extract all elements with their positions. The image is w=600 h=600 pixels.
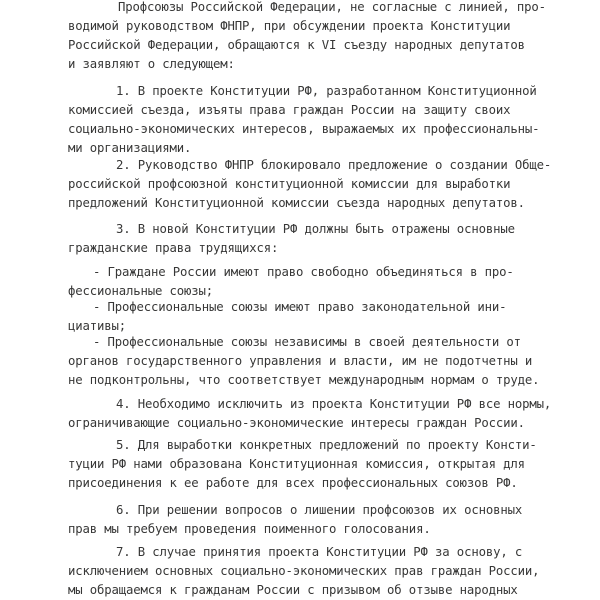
paragraph-3 bbox=[0, 219, 600, 257]
text-line: Российской Федерации, обращаются к VI съезду народных депутатов bbox=[68, 37, 525, 52]
text-line: - Граждане России имеют право свободно объединяться в про- bbox=[93, 264, 514, 279]
text-line: - Профессиональные союзы независимы в своей деятельности от bbox=[93, 334, 521, 349]
text-line: органов государственного управления и власти, им не подотчетны и bbox=[68, 353, 533, 368]
text-line: и заявляют о следующем: bbox=[68, 56, 235, 71]
paragraph-6 bbox=[0, 500, 600, 538]
text-line: 5. Для выработки конкретных предложений по проекту Консти- bbox=[116, 437, 537, 452]
bullet-1 bbox=[0, 262, 600, 300]
text-line: фессиональные союзы; bbox=[68, 283, 214, 298]
text-line: исключением основных социально-экономических прав граждан России, bbox=[68, 563, 540, 578]
text-line: мы обращаемся к гражданам России с призывом об отзыве народных bbox=[68, 582, 518, 597]
text-line: предложений Конституционной комиссии съезда народных депутатов. bbox=[68, 195, 525, 210]
text-line: российской профсоюзной конституционной комиссии для выработки bbox=[68, 176, 511, 191]
text-line: социально-экономических интересов, выражаемых их профессиональны- bbox=[68, 121, 540, 136]
text-line: 6. При решении вопросов о лишении профсоюзов их основных bbox=[116, 502, 523, 517]
text-line: циативы; bbox=[68, 318, 127, 333]
paragraph-1 bbox=[0, 81, 600, 157]
text-line: комиссией съезда, изъяты права граждан России на защиту своих bbox=[68, 102, 511, 117]
paragraph-2 bbox=[0, 155, 600, 212]
paragraph-5 bbox=[0, 435, 600, 492]
text-line: 4. Необходимо исключить из проекта Конституции РФ все нормы, bbox=[116, 396, 552, 411]
text-line: 2. Руководство ФНПР блокировало предложение о создании Обще- bbox=[116, 157, 552, 172]
text-line: 1. В проекте Конституции РФ, разработанном Конституционной bbox=[116, 83, 537, 98]
bullet-3 bbox=[0, 332, 600, 389]
text-line: ограничивающие социально-экономические интересы граждан России. bbox=[68, 415, 525, 430]
text-line: Профсоюзы Российской Федерации, не согласные с линией, про- bbox=[118, 0, 546, 14]
text-line: не подконтрольны, что соответствует международным нормам о труде. bbox=[68, 372, 540, 387]
text-line: ми организациями. bbox=[68, 140, 192, 155]
text-line: 3. В новой Конституции РФ должны быть отражены основные bbox=[116, 221, 515, 236]
intro-paragraph bbox=[0, 0, 600, 73]
text-line: гражданские права трудящихся: bbox=[68, 240, 279, 255]
bullet-2 bbox=[0, 297, 600, 335]
text-line: туции РФ нами образована Конституционная комиссия, открытая для bbox=[68, 456, 525, 471]
paragraph-4 bbox=[0, 394, 600, 432]
text-line: - Профессиональные союзы имеют право законодательной ини- bbox=[93, 299, 507, 314]
text-line: 7. В случае принятия проекта Конституции РФ за основу, с bbox=[116, 544, 523, 559]
text-line: водимой руководством ФНПР, при обсуждении проекта Конституции bbox=[68, 18, 511, 33]
paragraph-7 bbox=[0, 542, 600, 599]
text-line: присоединения к ее работе для всех профессиональных союзов РФ. bbox=[68, 475, 518, 490]
text-line: прав мы требуем проведения поименного голосования. bbox=[68, 521, 431, 536]
